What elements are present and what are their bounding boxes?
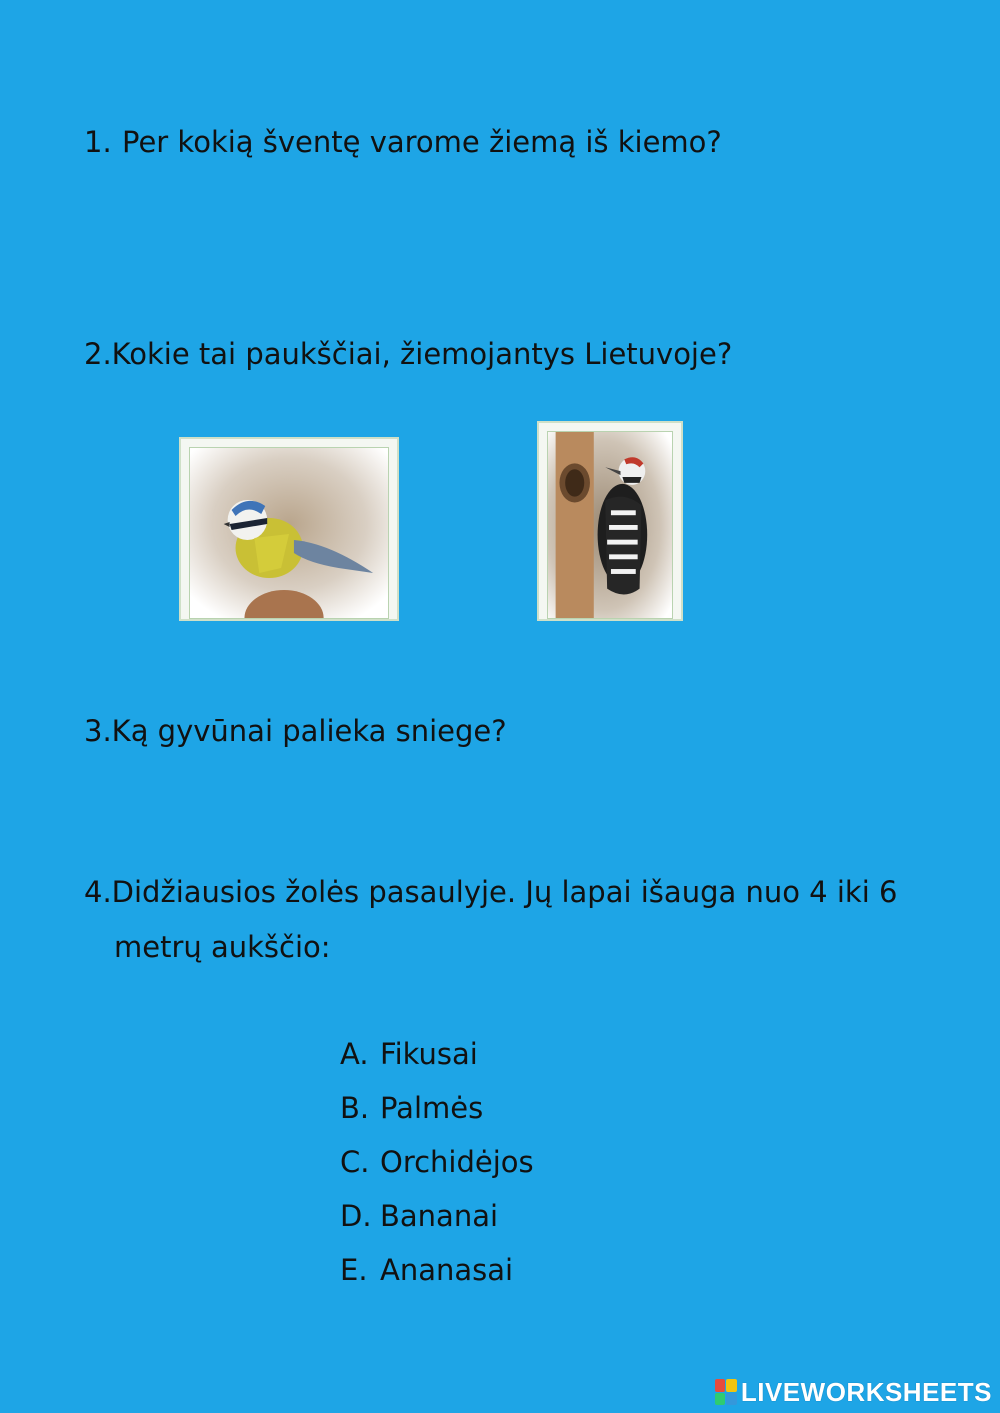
- question-2-text: Kokie tai paukščiai, žiemojantys Lietuvoje?: [111, 337, 733, 371]
- option-text: Bananai: [380, 1199, 499, 1233]
- liveworksheets-logo[interactable]: [715, 1377, 992, 1407]
- option-b: [340, 1091, 484, 1125]
- question-4-text-line2: metrų aukščio:: [114, 930, 331, 964]
- option-text: Fikusai: [380, 1037, 478, 1071]
- woodpecker-image: [548, 432, 672, 618]
- question-4-text-line1: Didžiausios žolės pasaulyje. Jų lapai išauga nuo 4 iki 6: [111, 875, 898, 909]
- option-letter: A.: [340, 1037, 369, 1071]
- question-4-number: 4.: [84, 875, 112, 909]
- option-letter: E.: [340, 1253, 368, 1287]
- option-letter: B.: [340, 1091, 370, 1125]
- question-2-number: 2.: [84, 337, 112, 371]
- question-4: [84, 875, 898, 909]
- liveworksheets-logo-icon: [715, 1379, 737, 1405]
- woodpecker-photo: [537, 421, 683, 621]
- blue-tit-photo: [179, 437, 399, 621]
- option-d: [340, 1199, 499, 1233]
- option-text: Palmės: [380, 1091, 484, 1125]
- question-1-number: 1.: [84, 125, 112, 159]
- option-letter: D.: [340, 1199, 372, 1233]
- option-text: Orchidėjos: [380, 1145, 534, 1179]
- option-letter: C.: [340, 1145, 370, 1179]
- logo-text: LIVEWORKSHEETS: [740, 1376, 992, 1407]
- question-3-text: Ką gyvūnai palieka sniege?: [111, 714, 507, 748]
- question-1-text: Per kokią šventę varome žiemą iš kiemo?: [122, 125, 722, 159]
- option-a: [340, 1037, 478, 1071]
- question-3: [84, 714, 507, 748]
- question-1: [84, 125, 722, 159]
- option-c: [340, 1145, 534, 1179]
- option-e: [340, 1253, 514, 1287]
- question-2: [84, 337, 733, 371]
- question-3-number: 3.: [84, 714, 112, 748]
- option-text: Ananasai: [380, 1253, 514, 1287]
- blue-tit-image: [190, 448, 388, 618]
